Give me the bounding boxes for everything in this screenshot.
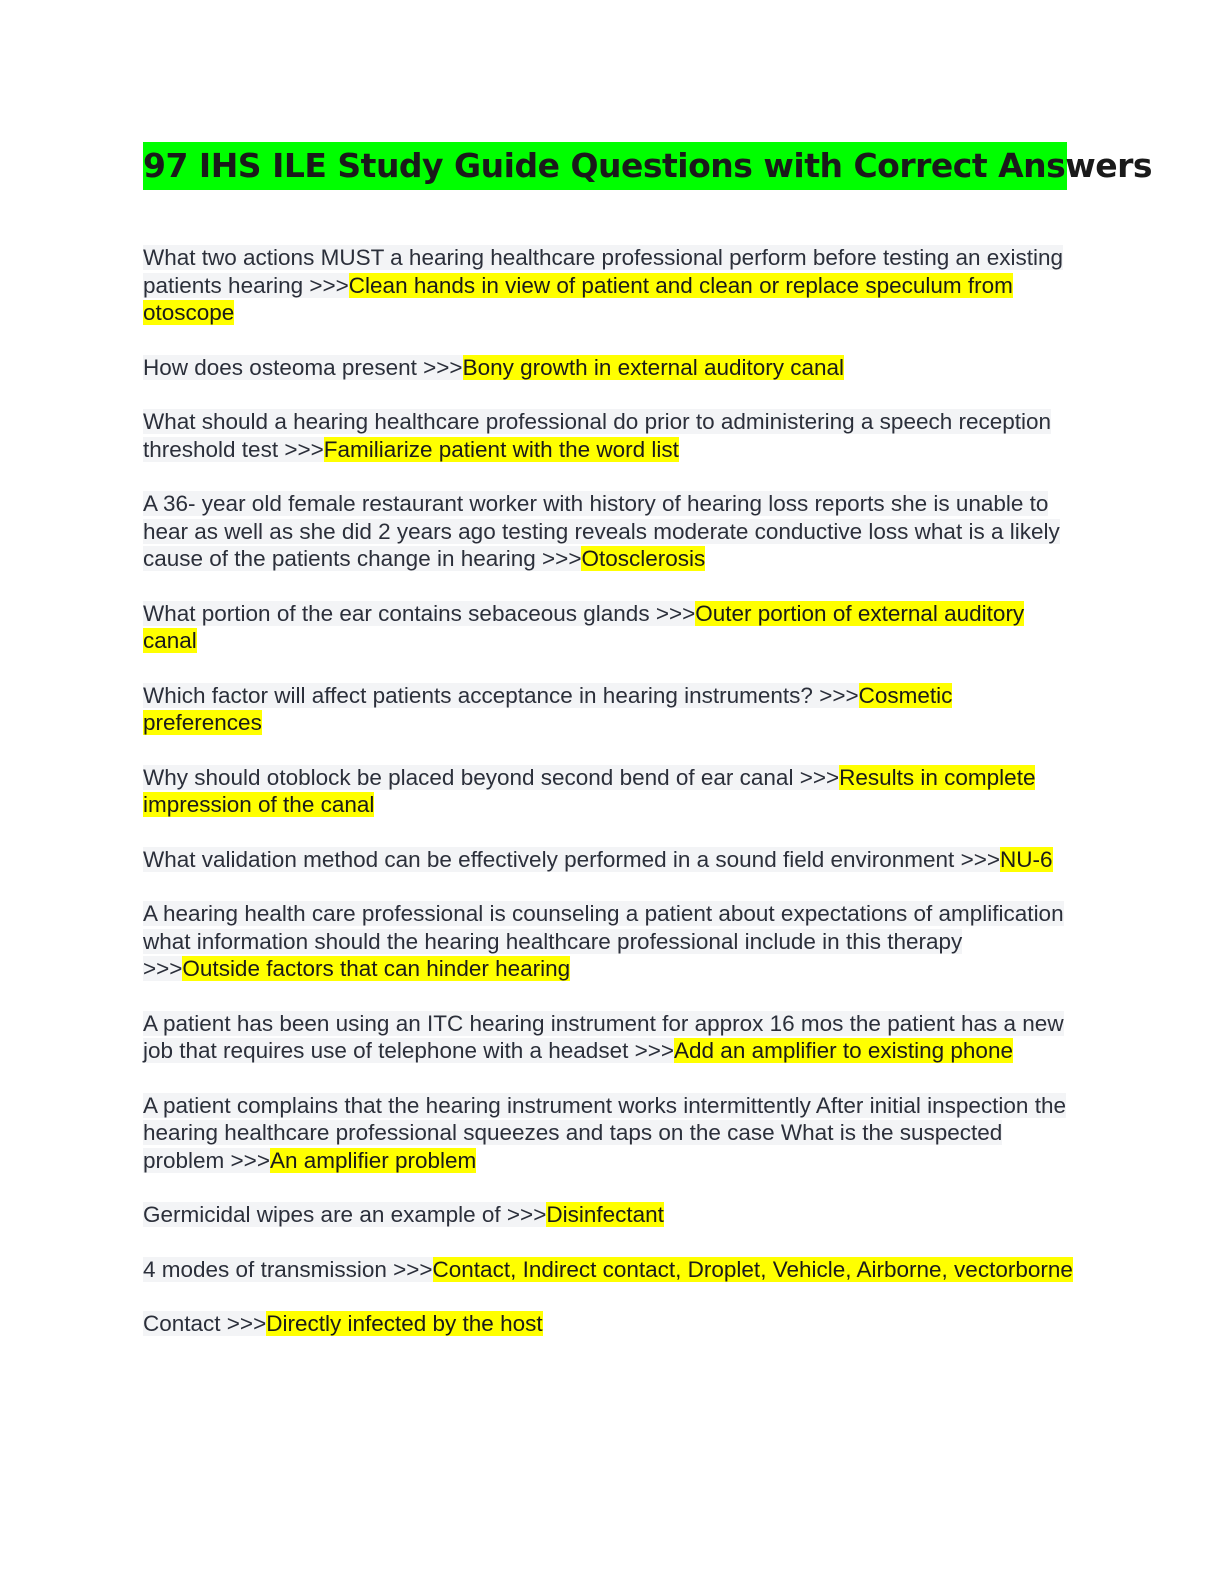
question-text: Which factor will affect patients acceptance in hearing instruments? (143, 682, 820, 708)
question-text: Contact (143, 1311, 227, 1336)
answer-separator: >>> (284, 436, 324, 462)
question-text: Germicidal wipes are an example of (143, 1202, 507, 1227)
question-text: What validation method can be effectively performed in a sound field environment (143, 846, 961, 872)
question-text: What should a hearing healthcare professional do prior to administering a speech reception threshold test (143, 409, 1052, 462)
question-text: 4 modes of transmission (143, 1256, 394, 1282)
answer-text: Outside factors that can hinder hearing (182, 956, 571, 981)
answer-text: Outer portion of external auditory canal (143, 600, 1025, 653)
answer-separator: >>> (960, 846, 1000, 872)
document-title-text: 97 IHS ILE Study Guide Questions with Correct Answers (143, 142, 1067, 190)
qa-item (143, 900, 1073, 983)
answer-separator: >>> (542, 546, 582, 571)
qa-item (143, 1256, 1073, 1284)
answer-separator: >>> (799, 764, 840, 790)
qa-item (143, 1010, 1073, 1065)
qa-item (143, 764, 1073, 819)
answer-separator: >>> (819, 682, 859, 708)
answer-separator: >>> (506, 1202, 547, 1227)
answer-separator: >>> (309, 272, 349, 298)
answer-separator: >>> (655, 600, 696, 626)
question-text: A patient complains that the hearing instrument works intermittently After initial inspection the hearing healthcare professional squeezes and taps on the case What is the suspected problem (143, 1092, 1066, 1173)
answer-separator: >>> (143, 956, 183, 981)
answer-separator: >>> (226, 1311, 267, 1336)
question-text: What portion of the ear contains sebaceous glands (143, 600, 656, 626)
answer-separator: >>> (634, 1038, 675, 1063)
answer-text: An amplifier problem (269, 1147, 477, 1173)
qa-item (143, 490, 1073, 573)
answer-text: Bony growth in external auditory canal (462, 354, 845, 380)
question-text: What two actions MUST a hearing healthcare professional perform before testing an existing patients hearing (143, 245, 1064, 298)
answer-text: Cosmetic preferences (143, 682, 953, 735)
question-text: A patient has been using an ITC hearing instrument for approx 16 mos the patient has a new job that requires use of telephone with a headset (143, 1010, 1064, 1063)
qa-item (143, 600, 1073, 655)
answer-text: Results in complete impression of the canal (143, 764, 1036, 817)
question-text: A 36- year old female restaurant worker with history of hearing loss reports she is unable to hear as well as she did 2 years ago testing reveals moderate conductive loss what is a likely cause of the patients change in hearing (143, 491, 1060, 571)
answer-text: Otosclerosis (581, 546, 706, 571)
question-text: Why should otoblock be placed beyond second bend of ear canal (143, 764, 800, 790)
qa-item (143, 244, 1073, 327)
document-title (143, 142, 1153, 190)
qa-list (143, 244, 1073, 1365)
question-text: How does osteoma present (143, 354, 424, 380)
answer-text: Add an amplifier to existing phone (674, 1038, 1013, 1063)
qa-item (143, 408, 1073, 463)
answer-text: Disinfectant (546, 1202, 664, 1227)
qa-item (143, 1092, 1073, 1175)
question-text: A hearing health care professional is counseling a patient about expectations of amplification what information should the hearing healthcare professional include in this therapy (143, 901, 1064, 954)
answer-separator: >>> (393, 1256, 433, 1282)
answer-text: Familiarize patient with the word list (323, 436, 679, 462)
qa-item (143, 682, 1073, 737)
qa-item (143, 846, 1073, 874)
answer-text: Contact, Indirect contact, Droplet, Vehicle, Airborne, vectorborne (432, 1256, 1073, 1282)
answer-text: NU-6 (999, 846, 1053, 872)
qa-item (143, 1310, 1073, 1338)
qa-item (143, 354, 1073, 382)
qa-item (143, 1201, 1073, 1229)
answer-text: Clean hands in view of patient and clean or replace speculum from otoscope (143, 272, 1013, 325)
answer-separator: >>> (423, 354, 463, 380)
answer-separator: >>> (230, 1147, 270, 1173)
answer-text: Directly infected by the host (266, 1311, 543, 1336)
